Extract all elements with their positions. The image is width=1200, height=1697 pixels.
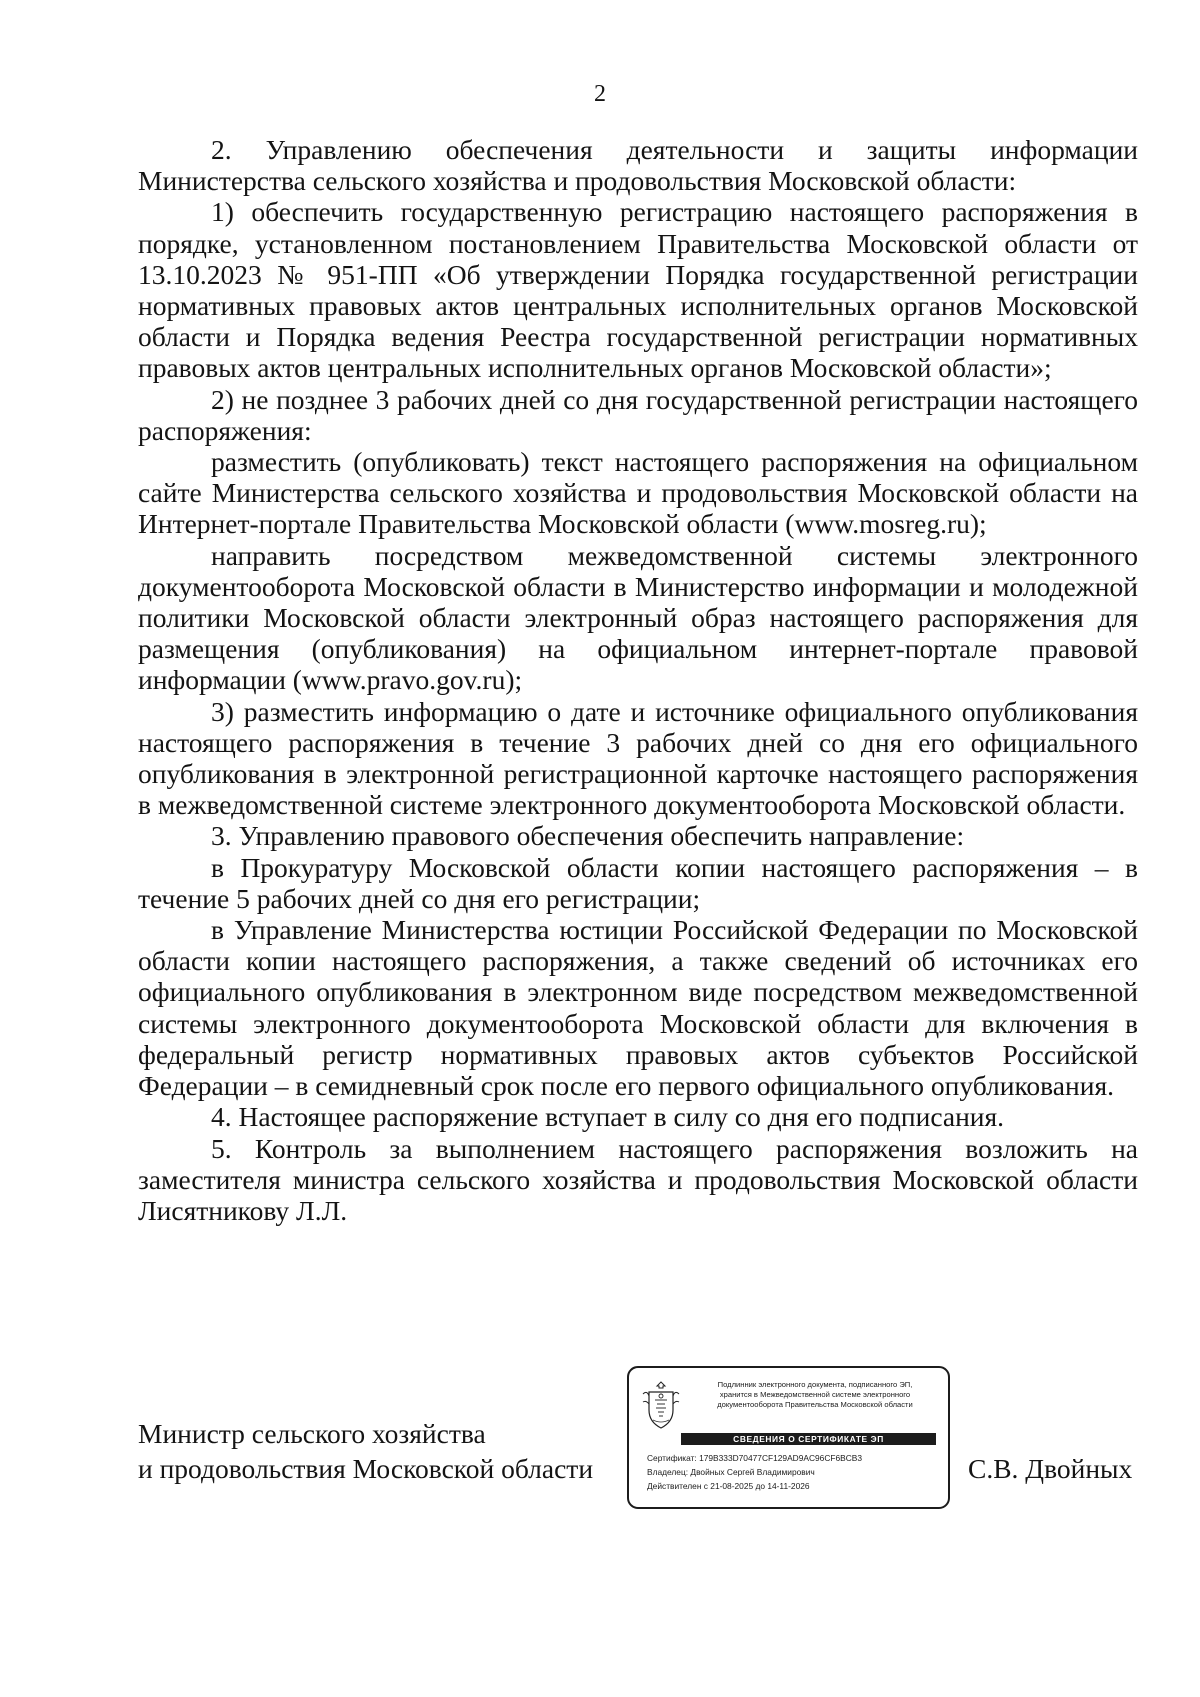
electronic-signature-stamp	[627, 1366, 950, 1509]
stamp-note-line-1: Подлинник электронного документа, подписанного ЭП,	[717, 1380, 913, 1389]
paragraph-subitem-2-3: 3) разместить информацию о дате и источнике официального опубликования настоящего распоряжения в течение 3 рабочих дней со дня его официального опубликования в электронной регистрационной карточке настоящего распоряжения в межведомственной системе электронного документооборота Московской области.	[138, 695, 1138, 821]
paragraph-prosecutor: в Прокуратуру Московской области копии настоящего распоряжения – в течение 5 рабочих дней со дня его регистрации;	[138, 851, 1138, 914]
paragraph-item-4: 4. Настоящее распоряжение вступает в силу со дня его подписания.	[211, 1101, 1005, 1133]
stamp-note-line-3: документооборота Правительства Московской области	[717, 1400, 913, 1409]
stamp-note	[689, 1380, 941, 1410]
document-body	[138, 134, 1138, 1226]
paragraph-item-2: 2. Управлению обеспечения деятельности и защиты информации Министерства сельского хозяйства и продовольствия Московской области:	[138, 134, 1138, 197]
certificate-banner: СВЕДЕНИЯ О СЕРТИФИКАТЕ ЭП	[681, 1433, 936, 1445]
paragraph-item-5: 5. Контроль за выполнением настоящего распоряжения возложить на заместителя министра сельского хозяйства и продовольствия Московской области Лисятникову Л.Л.	[138, 1132, 1138, 1226]
signatory-name: С.В. Двойных	[968, 1453, 1133, 1484]
paragraph-subitem-2-1: 1) обеспечить государственную регистрацию настоящего распоряжения в порядке, установленном постановлением Правительства Московской области от 13.10.2023 № 951-ПП «Об утверждении Порядка государственной регистрации нормативных правовых актов центральных исполнительных органов Московской области и Порядка ведения Реестра государственной регистрации нормативных правовых актов центральных исполнительных органов Московской области»;	[138, 196, 1138, 384]
paragraph-item-3: 3. Управлению правового обеспечения обеспечить направление:	[211, 820, 965, 852]
certificate-owner: Владелец: Двойных Сергей Владимирович	[647, 1467, 815, 1477]
signatory-position-line-2: и продовольствия Московской области	[138, 1453, 594, 1484]
paragraph-justice-ministry: в Управление Министерства юстиции Российской Федерации по Московской области копии настоящего распоряжения, а также сведений об источниках его официального опубликования в электронном виде посредством межведомственной системы электронного документооборота Московской области для включения в федеральный регистр нормативных правовых актов субъектов Российской Федерации – в семидневный срок после его первого официального опубликования.	[138, 914, 1138, 1102]
paragraph-subitem-2-2: 2) не позднее 3 рабочих дней со дня государственной регистрации настоящего распоряжения:	[138, 383, 1138, 446]
moscow-oblast-coat-of-arms-icon	[641, 1380, 681, 1430]
stamp-note-line-2: хранится в Межведомственной системе электронного	[719, 1390, 911, 1399]
certificate-validity: Действителен с 21-08-2025 до 14-11-2026	[647, 1481, 810, 1491]
certificate-number: Сертификат: 179B333D70477CF129AD9AC96CF6BCB3	[647, 1453, 863, 1463]
page-number: 2	[594, 81, 606, 107]
signatory-position-line-1: Министр сельского хозяйства	[138, 1418, 486, 1449]
signatory-position	[138, 1416, 593, 1486]
paragraph-send-pravo: направить посредством межведомственной системы электронного документооборота Московской области в Министерство информации и молодежной политики Московской области электронный образ настоящего распоряжения для размещения (опубликования) на официальном интернет-портале правовой информации (www.pravo.gov.ru);	[138, 539, 1138, 696]
paragraph-publish-mosreg: разместить (опубликовать) текст настоящего распоряжения на официальном сайте Министерства сельского хозяйства и продовольствия Московской области на Интернет-портале Правительства Московской области (www.mosreg.ru);	[138, 446, 1138, 540]
